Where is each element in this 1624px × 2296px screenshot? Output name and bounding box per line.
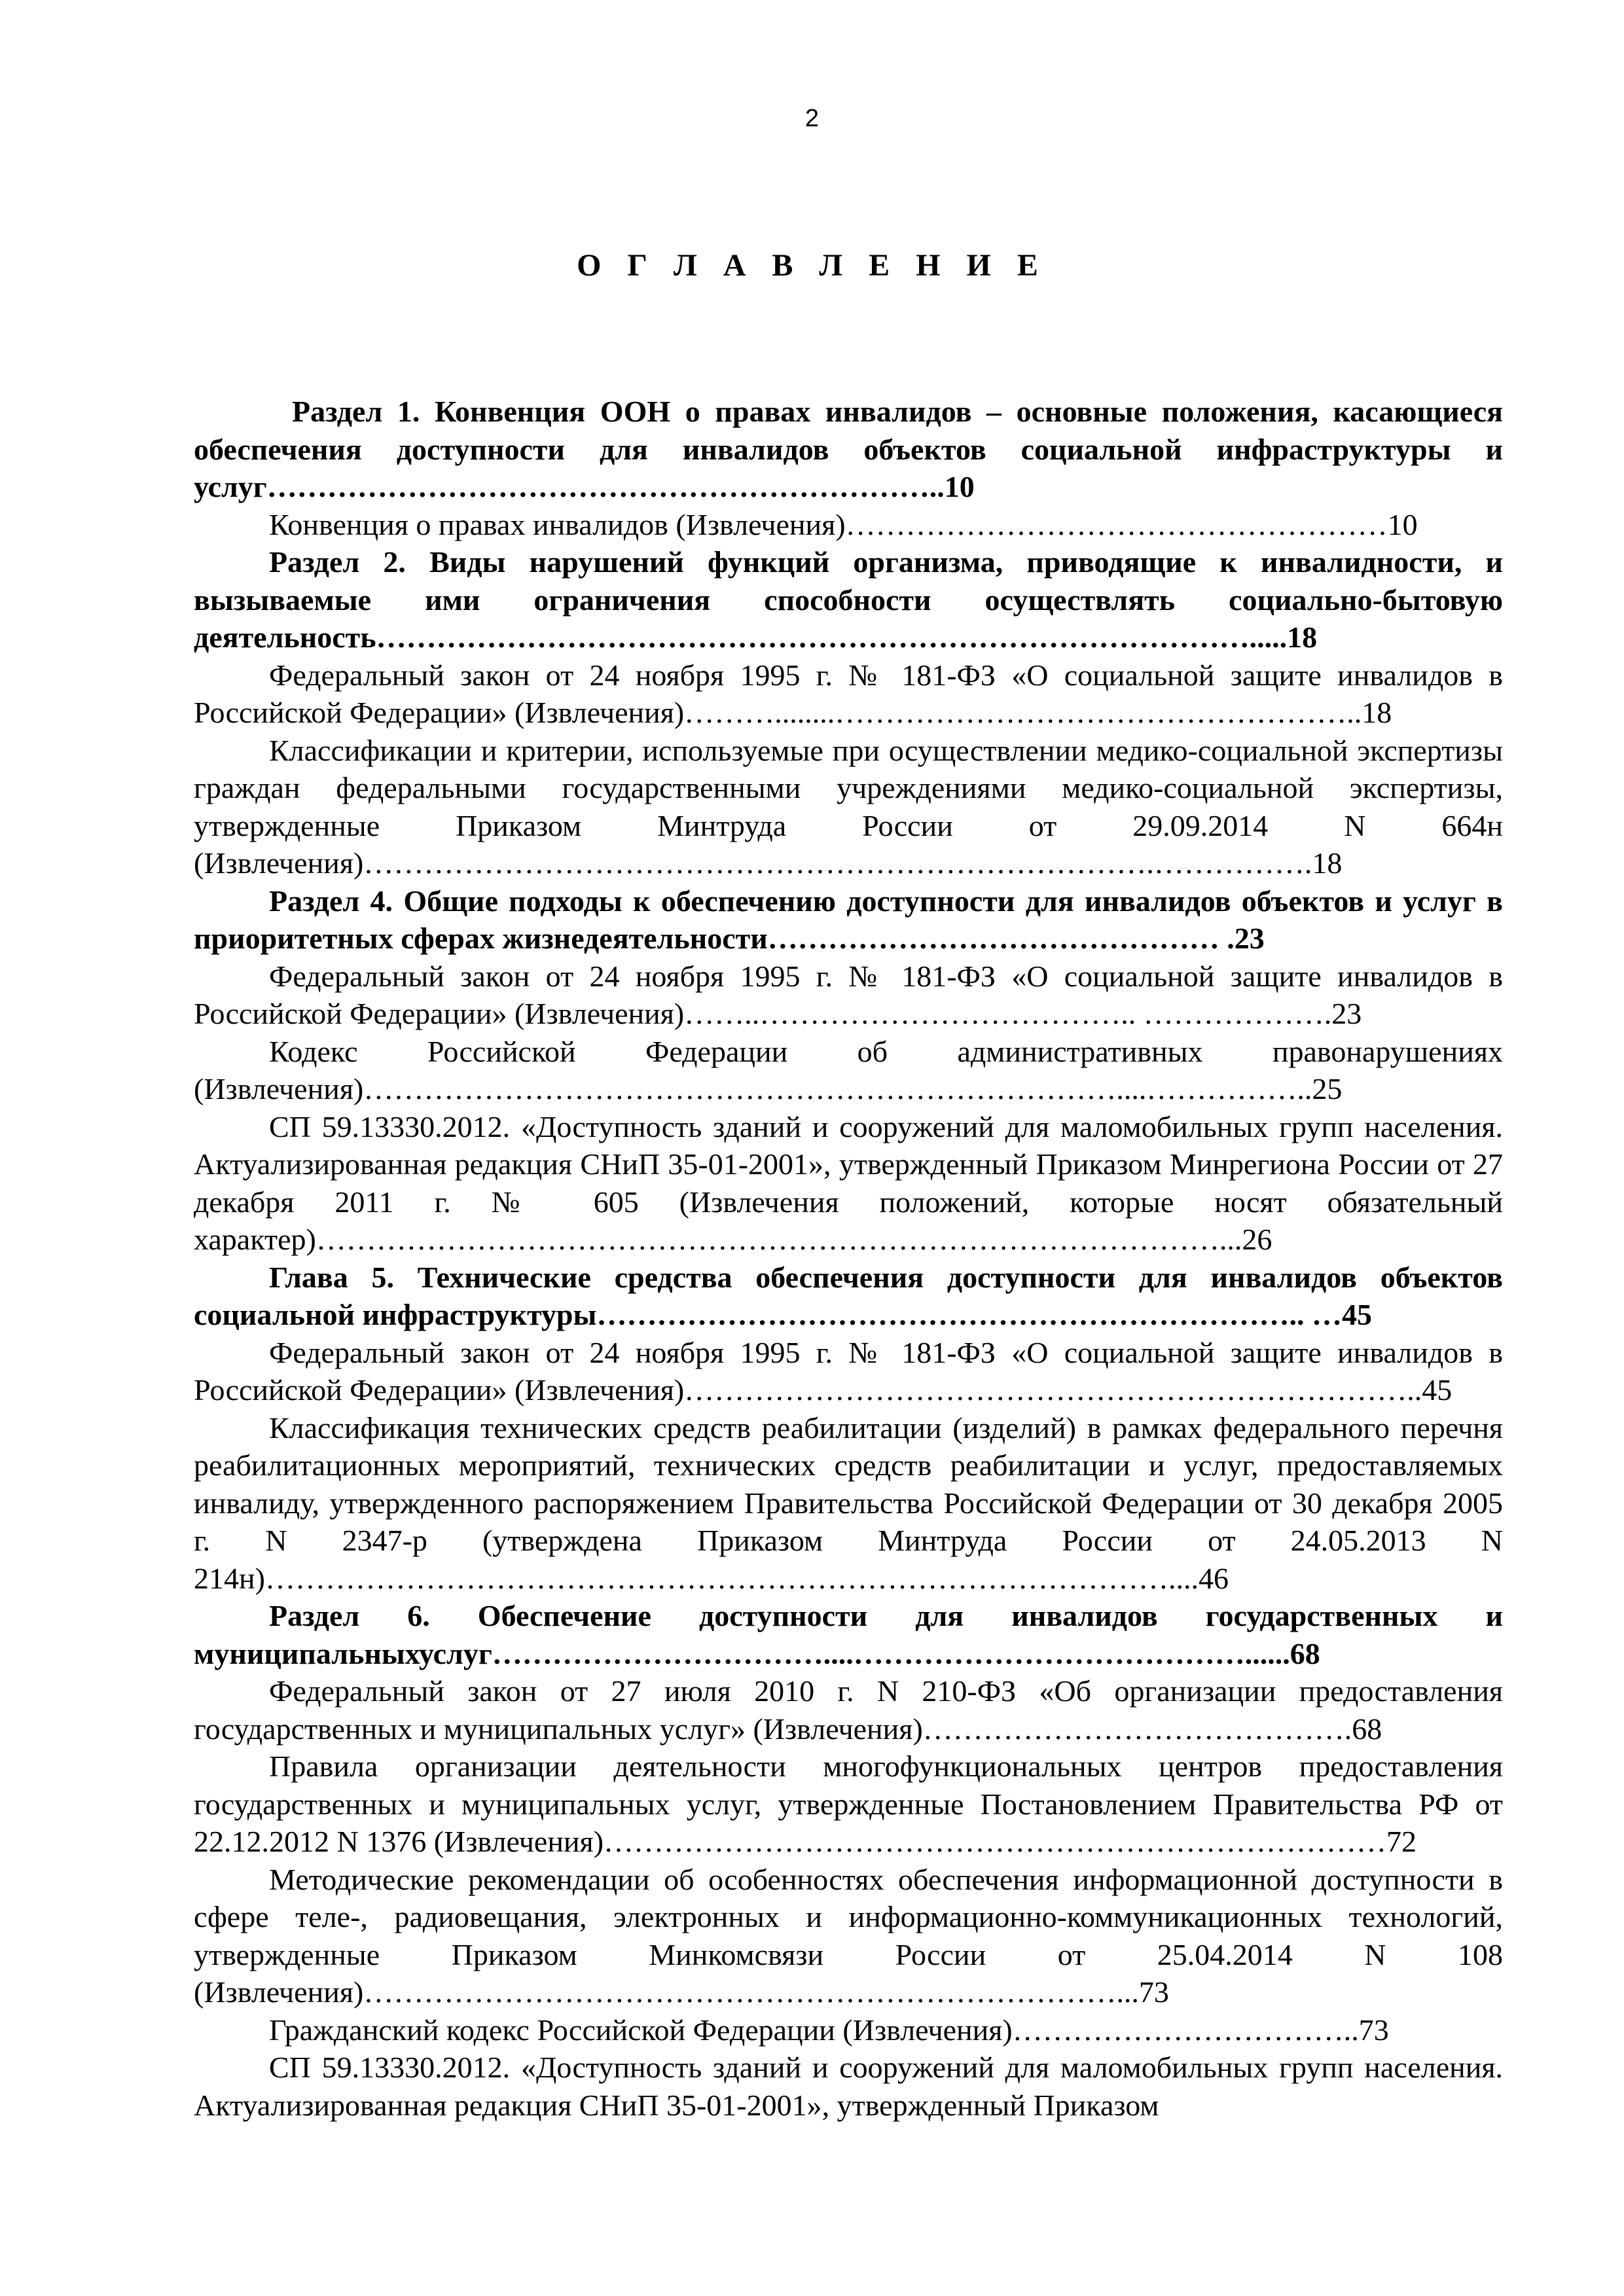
toc-entry-sp-59-a[interactable]: СП 59.13330.2012. «Доступность зданий и сооружений для маломобильных групп населения. Актуализированная редакция СНиП 35-01-2001», утвержденный Приказом Минрегиона России от 27 декабря 2011 г. № 605 (Извлечения положений, которые носят обязательный характер)………………………………………………………………………………...26 [194, 1109, 1503, 1256]
toc-entry-method-recommendations[interactable]: Методические рекомендации об особенностях обеспечения информационной доступности в сфере теле-, радиовещания, электронных и информационно-коммуникационных технологий, утвержденные Приказом Минкомсвязи России от 25.04.2014 N 108 (Извлечения)…………………………………………………………………...73 [194, 1862, 1503, 2009]
toc-entry-classifications[interactable]: Классификации и критерии, используемые при осуществлении медико-социальной экспертизы граждан федеральными государственными учреждениями медико-социальной экспертизы, утвержденные Приказом Минтруда России от 29.09.2014 N 664н (Извлечения)…………………………………………………………………….…………….18 [194, 733, 1503, 880]
toc-entry-rehab-classification[interactable]: Классификация технических средств реабилитации (изделий) в рамках федерального перечня реабилитационных мероприятий, технических средств реабилитации и услуг, предоставляемых инвалиду, утвержденного распоряжением Правительства Российской Федерации от 30 декабря 2005 г. N 2347-р (утверждена Приказом Минтруда России от 24.05.2013 N 214н)………………………………………………………………………………....46 [194, 1410, 1503, 1595]
toc-entry-federal-law-181-a[interactable]: Федеральный закон от 24 ноября 1995 г. № 181-ФЗ «О социальной защите инвалидов в Российской Федерации» (Извлечения)………........……………………………………………..18 [194, 658, 1503, 729]
toc-entry-mfc-rules[interactable]: Правила организации деятельности многофункциональных центров предоставления государственных и муниципальных услуг, утвержденные Постановлением Правительства РФ от 22.12.2012 N 1376 (Извлечения)……………………………………………………………………72 [194, 1749, 1503, 1858]
toc-entry-section-4[interactable]: Раздел 4. Общие подходы к обеспечению доступности для инвалидов объектов и услуг в приоритетных сферах жизнедеятельности……………………………………… .23 [194, 884, 1503, 955]
toc-entry-federal-law-181-c[interactable]: Федеральный закон от 24 ноября 1995 г. № 181-ФЗ «О социальной защите инвалидов в Российской Федерации» (Извлечения)………………………………………………………………..45 [194, 1335, 1503, 1407]
table-of-contents [194, 393, 1503, 2124]
toc-entry-chapter-5[interactable]: Глава 5. Технические средства обеспечения доступности для инвалидов объектов социальной инфраструктуры…………………………………………………………….. …45 [194, 1260, 1503, 1331]
toc-entry-admin-code[interactable]: Кодекс Российской Федерации об административных правонарушениях (Извлечения)…………………………………………………………………....……………..25 [194, 1034, 1503, 1105]
toc-entry-section-1[interactable]: Раздел 1. Конвенция ООН о правах инвалидов – основные положения, касающиеся обеспечения доступности для инвалидов объектов социальной инфраструктуры и услуг…………………………………………………………..10 [194, 395, 1503, 503]
toc-entry-civil-code[interactable]: Гражданский кодекс Российской Федерации (Извлечения)……………………………..73 [269, 2013, 1389, 2047]
toc-entry-federal-law-210[interactable]: Федеральный закон от 27 июля 2010 г. N 210-ФЗ «Об организации предоставления государственных и муниципальных услуг» (Извлечения)…………………………………….68 [194, 1674, 1503, 1746]
toc-entry-sp-59-b[interactable]: СП 59.13330.2012. «Доступность зданий и сооружений для маломобильных групп населения. Актуализированная редакция СНиП 35-01-2001», утвержденный Приказом [194, 2051, 1503, 2122]
toc-entry-convention[interactable]: Конвенция о правах инвалидов (Извлечения)………………………………………………10 [269, 507, 1418, 541]
page-number: 2 [804, 105, 820, 132]
toc-entry-section-2[interactable]: Раздел 2. Виды нарушений функций организма, приводящие к инвалидности, и вызываемые ими ограничения способности осуществлять социально-бытовую деятельность…………………………………………………………………………….....18 [194, 545, 1503, 654]
toc-title: О Г Л А В Л Е Н И Е [577, 248, 1047, 283]
toc-entry-section-6[interactable]: Раздел 6. Обеспечение доступности для инвалидов государственных и муниципальныхуслуг……………………………....…………………………………......68 [194, 1599, 1503, 1670]
toc-entry-federal-law-181-b[interactable]: Федеральный закон от 24 ноября 1995 г. № 181-ФЗ «О социальной защите инвалидов в Российской Федерации» (Извлечения)……..……………………………….. ……………….23 [194, 959, 1503, 1030]
